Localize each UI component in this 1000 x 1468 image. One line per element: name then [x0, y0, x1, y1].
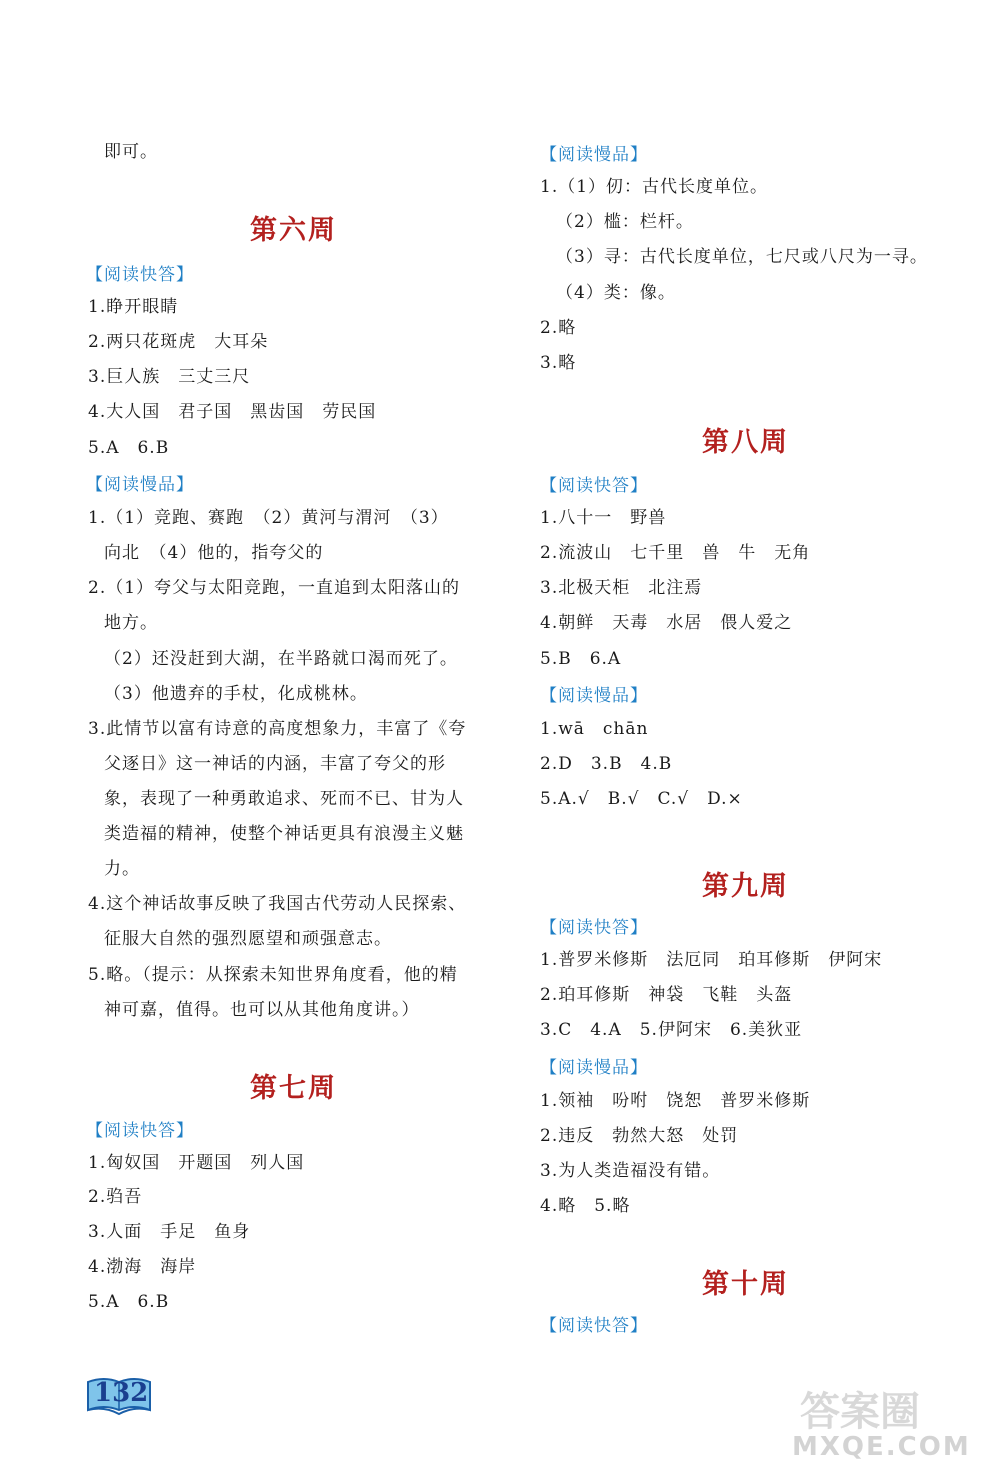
week9-quick-tag: 【阅读快答】 [540, 918, 648, 938]
answer-line: 3.巨人族 三丈三尺 [88, 367, 251, 387]
answer-line: 3.人面 手足 鱼身 [88, 1222, 251, 1242]
answer-line: 5.B 6.A [540, 649, 622, 669]
answer-line: 2.违反 勃然大怒 处罚 [540, 1126, 739, 1146]
answer-line: （4）类：像。 [556, 283, 676, 303]
answer-line: 2.（1）夸父与太阳竞跑，一直追到太阳落山的 [88, 578, 461, 598]
week8-title: 第八周 [702, 427, 789, 458]
answer-line: 4.渤海 海岸 [88, 1257, 197, 1277]
week10-quick-tag: 【阅读快答】 [540, 1316, 648, 1336]
week9-slow-tag: 【阅读慢品】 [540, 1058, 648, 1078]
answer-line: 父逐日》这一神话的内涵，丰富了夸父的形 [104, 754, 446, 774]
watermark-logo: 答案圈 [800, 1389, 920, 1435]
answer-line: 1.睁开眼睛 [88, 297, 179, 317]
answer-line: 5.A 6.B [88, 438, 170, 458]
answer-line: 5.A 6.B [88, 1292, 170, 1312]
answer-line: 1.（1）竞跑、赛跑 （2）黄河与渭河 （3） [88, 508, 449, 528]
week9-title: 第九周 [702, 871, 789, 902]
text-line: 即可。 [104, 142, 158, 162]
week6-slow-tag: 【阅读慢品】 [86, 475, 194, 495]
slow-tag: 【阅读慢品】 [540, 145, 648, 165]
answer-line: 3.为人类造福没有错。 [540, 1161, 721, 1181]
answer-line: 3.C 4.A 5.伊阿宋 6.美狄亚 [540, 1020, 803, 1040]
week8-quick-tag: 【阅读快答】 [540, 476, 648, 496]
week10-title: 第十周 [702, 1269, 789, 1300]
answer-line: 2.D 3.B 4.B [540, 754, 673, 774]
answer-line: 1.八十一 野兽 [540, 508, 667, 528]
answer-line: 征服大自然的强烈愿望和顽强意志。 [104, 929, 392, 949]
answer-line: 1.普罗米修斯 法厄同 珀耳修斯 伊阿宋 [540, 950, 883, 970]
answer-line: 2.略 [540, 318, 577, 338]
watermark [780, 1380, 990, 1460]
week8-slow-tag: 【阅读慢品】 [540, 686, 648, 706]
answer-line: 4.这个神话故事反映了我国古代劳动人民探索、 [88, 894, 467, 914]
week7-title: 第七周 [250, 1073, 337, 1104]
answer-line: （3）寻：古代长度单位，七尺或八尺为一寻。 [556, 247, 928, 267]
answer-line: 1.（1）仞：古代长度单位。 [540, 177, 769, 197]
answer-line: 4.略 5.略 [540, 1196, 631, 1216]
answer-line: 3.北极天柜 北注焉 [540, 578, 703, 598]
answer-line: 4.朝鲜 天毒 水居 偎人爱之 [540, 613, 793, 633]
answer-line: 地方。 [104, 613, 158, 633]
answer-line: （2）槛：栏杆。 [556, 212, 694, 232]
week6-title: 第六周 [250, 215, 337, 246]
answer-line: 5.A.√ B.√ C.√ D.× [540, 789, 743, 809]
answer-line: 1.领袖 吩咐 饶恕 普罗米修斯 [540, 1091, 811, 1111]
page-number: 132 [94, 1378, 149, 1408]
week6-quick-tag: 【阅读快答】 [86, 265, 194, 285]
answer-line: 3.略 [540, 353, 577, 373]
answer-line: 象，表现了一种勇敢追求、死而不已、甘为人 [104, 789, 464, 809]
answer-line: 3.此情节以富有诗意的高度想象力，丰富了《夸 [88, 719, 467, 739]
answer-line: 5.略。（提示：从探索未知世界角度看，他的精 [88, 965, 458, 985]
page-number-badge [86, 1376, 150, 1412]
week7-quick-tag: 【阅读快答】 [86, 1121, 194, 1141]
answer-line: 1.wā chān [540, 719, 649, 739]
answer-line: 神可嘉，值得。也可以从其他角度讲。） [104, 1000, 420, 1020]
answer-line: 2.珀耳修斯 神袋 飞鞋 头盔 [540, 985, 793, 1005]
watermark-url: MXQE.COM [792, 1432, 971, 1462]
answer-line: 4.大人国 君子国 黑齿国 劳民国 [88, 402, 377, 422]
answer-line: 2.流波山 七千里 兽 牛 无角 [540, 543, 811, 563]
answer-line: 1.匈奴国 开题国 列人国 [88, 1153, 305, 1173]
answer-line: （3）他遗弃的手杖，化成桃林。 [104, 684, 368, 704]
answer-line: 2.两只花斑虎 大耳朵 [88, 332, 269, 352]
answer-line: （2）还没赶到大湖，在半路就口渴而死了。 [104, 649, 458, 669]
answer-line: 2.驺吾 [88, 1187, 143, 1207]
answer-line: 力。 [104, 859, 140, 879]
answer-line: 类造福的精神，使整个神话更具有浪漫主义魅 [104, 824, 464, 844]
answer-line: 向北 （4）他的，指夸父的 [104, 543, 324, 563]
